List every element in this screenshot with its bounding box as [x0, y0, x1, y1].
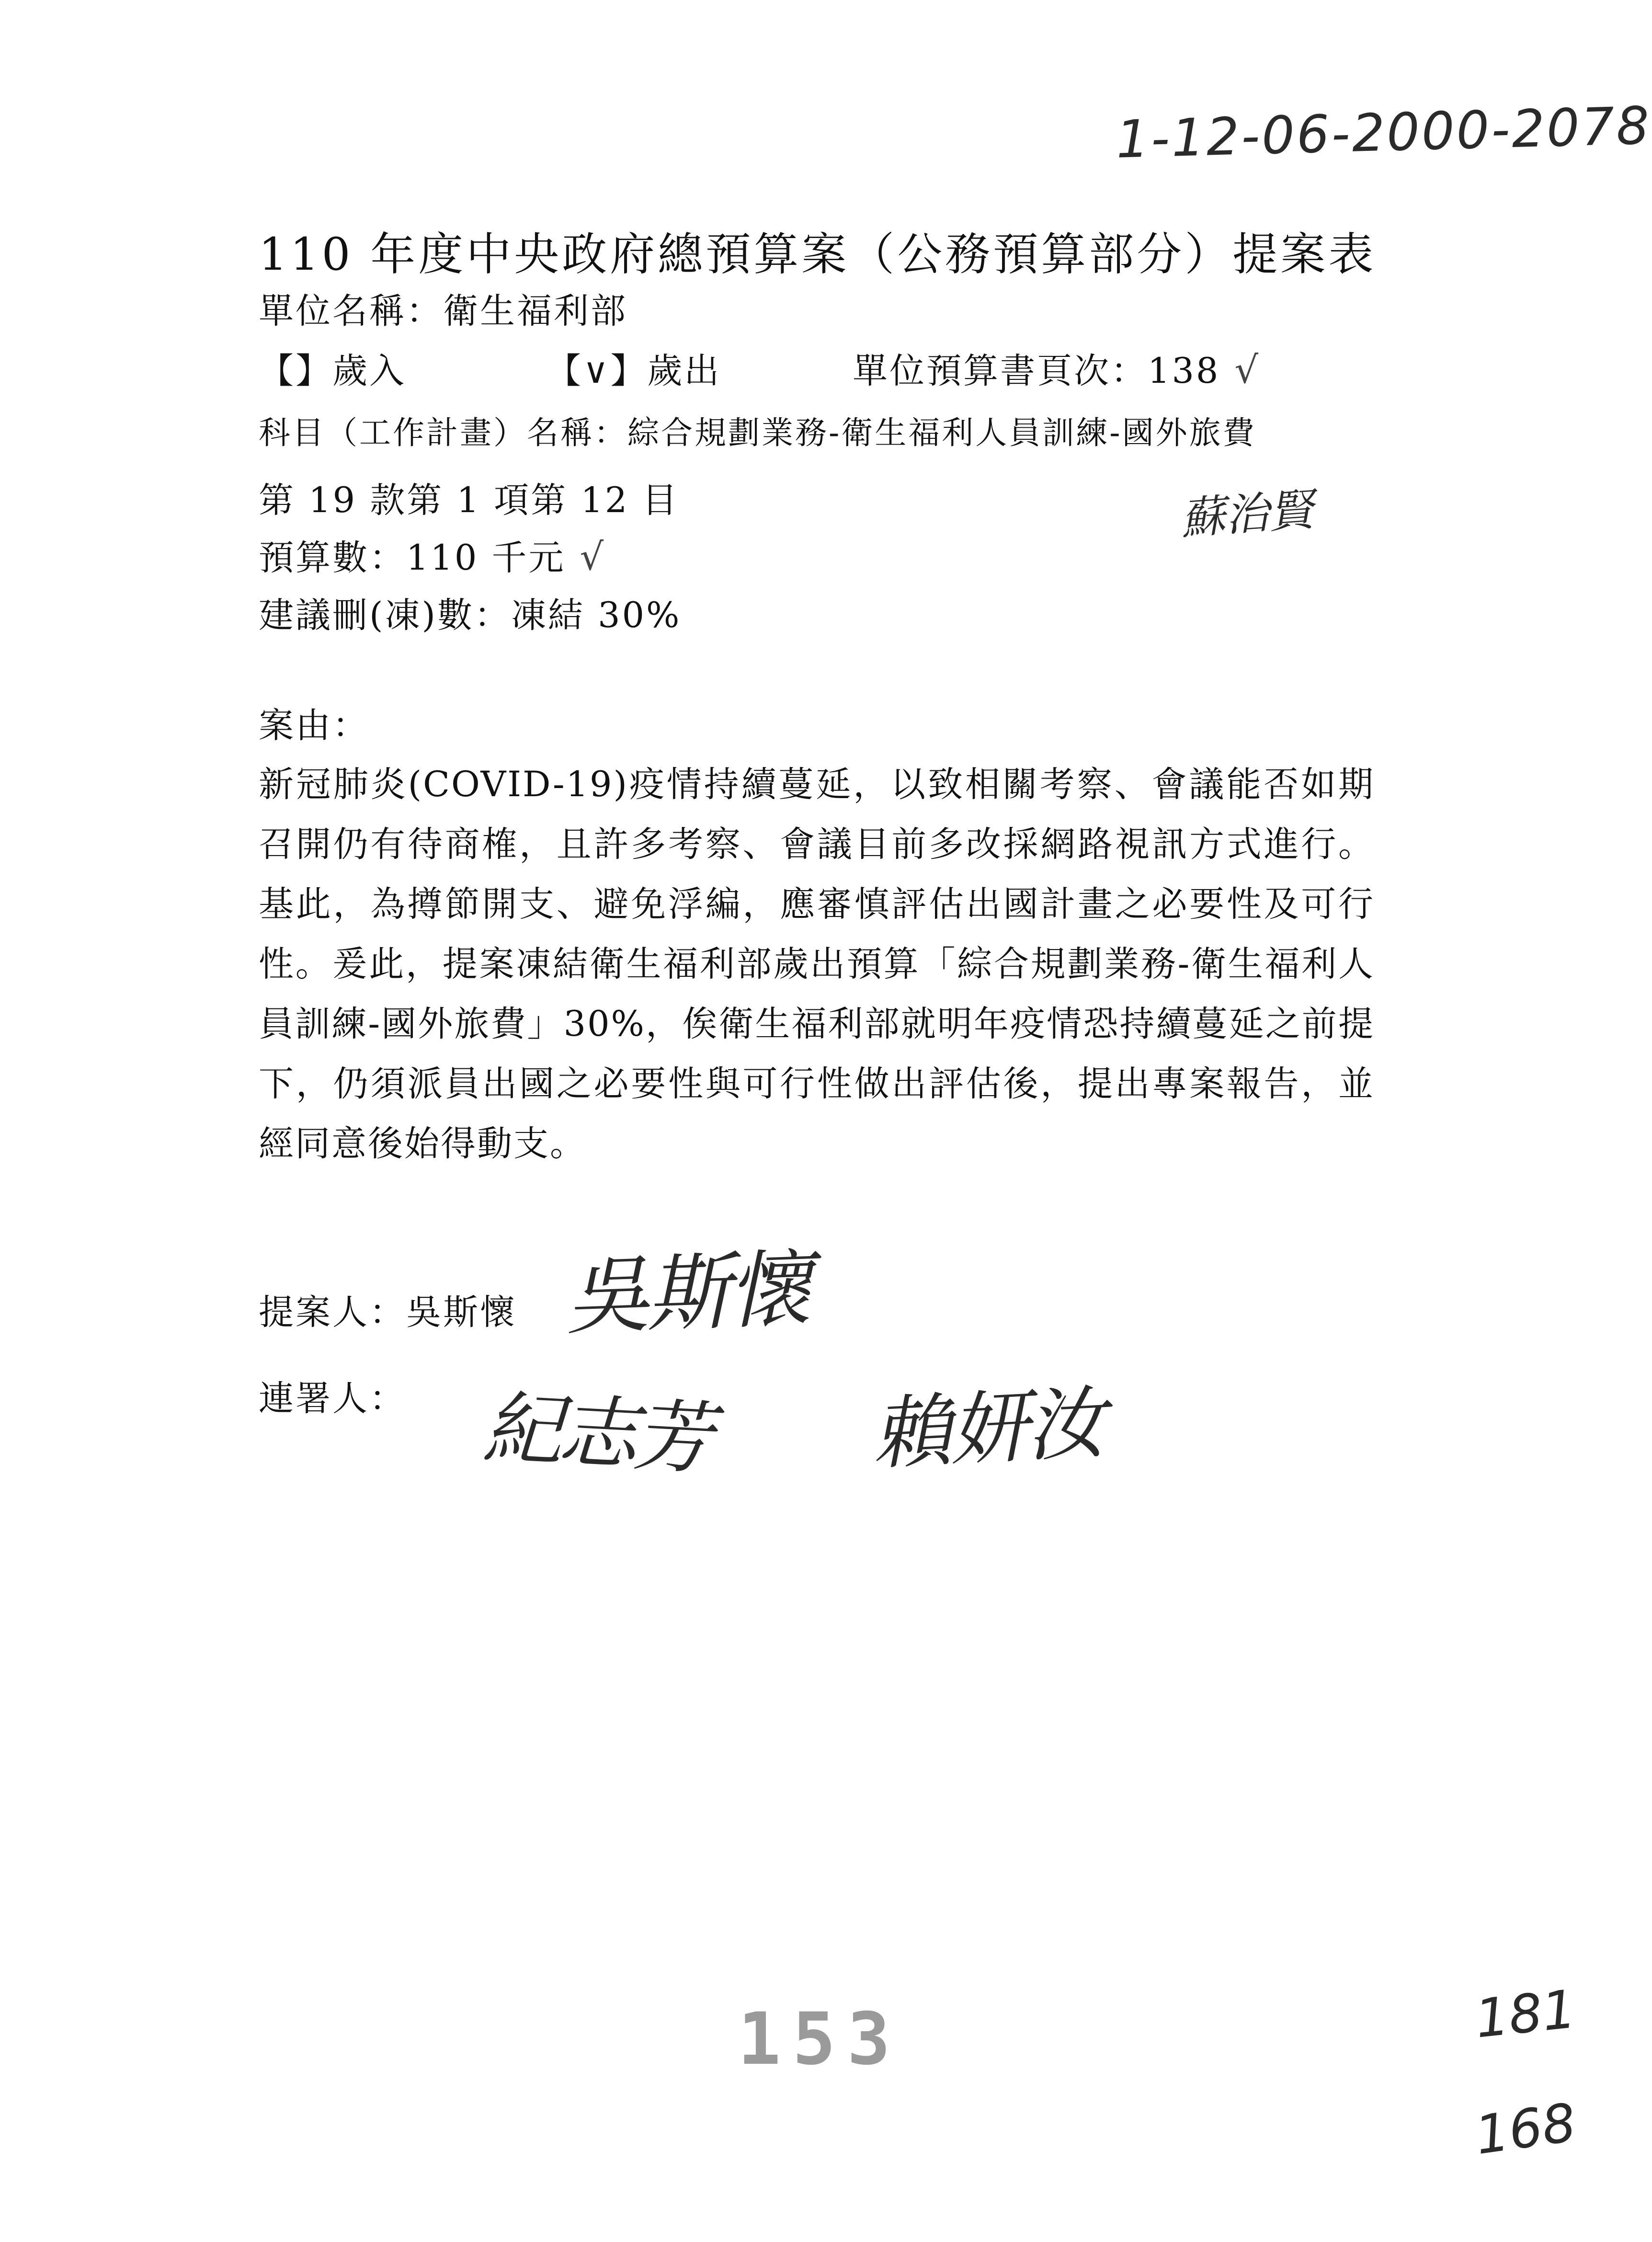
cosigner-signature: 賴妍汝 — [870, 1376, 1106, 1481]
reason-label: 案由： — [259, 705, 369, 746]
account-reference: 第 19 款第 1 項第 12 目 — [259, 480, 679, 521]
page-reference — [853, 343, 1260, 393]
handwritten-margin-number: 168 — [1471, 2092, 1580, 2166]
handwritten-document-number: 1-12-06-2000-2078 — [1115, 96, 1652, 170]
proposer-signature: 吳斯懷 — [564, 1241, 810, 1347]
form-title: 110 年度中央政府總預算案（公務預算部分）提案表 — [259, 229, 1377, 281]
proposer-label: 提案人：吳斯懷 — [259, 1292, 517, 1333]
income-option: 【】歲入 — [259, 351, 406, 391]
unit-name: 單位名稱：衛生福利部 — [259, 291, 627, 332]
reason-body: 新冠肺炎(COVID-19)疫情持續蔓延，以致相關考察、會議能否如期召開仍有待商榷，且許多考察、會議目前多改採網路視訊方式進行。基此，為撙節開支、避免浮編，應審慎評估出國計畫之必要性及可行性。爰此，提案凍結衛生福利部歲出預算「綜合規劃業務-衛生福利人員訓練-國外旅費」30%，俟衛生福利部就明年疫情恐持續蔓延之前提下，仍須派員出國之必要性與可行性做出評估後，提出專案報告，並經同意後始得動支。 — [259, 764, 1375, 1164]
check-mark-icon: √ — [580, 536, 606, 579]
initial-signature: 蘇治賢 — [1179, 484, 1315, 545]
check-mark-icon: √ — [1234, 349, 1261, 392]
budget-amount-text: 預算數：110 千元 — [259, 538, 566, 578]
page-reference-text: 單位預算書頁次：138 — [853, 351, 1220, 391]
cosigner-signature: 紀志芳 — [481, 1381, 711, 1486]
budget-amount — [259, 529, 605, 580]
suggested-cut-freeze: 建議刪(凍)數：凍結 30% — [259, 595, 682, 636]
subject-name: 科目（工作計畫）名稱：綜合規劃業務-衛生福利人員訓練-國外旅費 — [259, 414, 1256, 451]
cosigner-label: 連署人： — [259, 1378, 406, 1419]
page-number-stamp: 153 — [738, 1998, 902, 2081]
expenditure-option: 【∨】歲出 — [546, 351, 721, 391]
handwritten-margin-number: 181 — [1472, 1978, 1579, 2050]
